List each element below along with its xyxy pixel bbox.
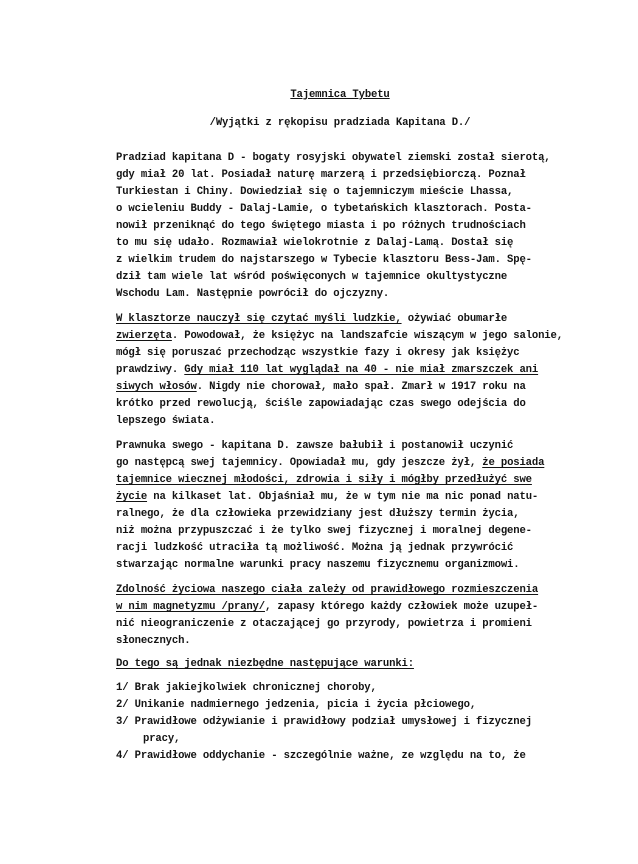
underlined-text: że posiada (482, 457, 545, 469)
text-line (116, 557, 604, 574)
text-segment: o wcieleniu Buddy - Dalaj-Lamie, o tybetańskich klasztorach. Posta- (116, 203, 532, 215)
list-item-line (116, 714, 604, 731)
text-segment: Turkiestan i Chiny. Dowiedział się o tajemniczym mieście Lhassa, (116, 186, 514, 198)
list-item-line (116, 697, 604, 714)
text-segment: lepszego świata. (116, 415, 216, 427)
text-line (116, 616, 604, 633)
list-item-line (116, 680, 604, 697)
underlined-text: W klasztorze nauczył się czytać myśli ludzkie, (116, 313, 402, 325)
text-line (116, 345, 604, 362)
text-segment: go następcą swej tajemnicy. Opowiadał mu, gdy jeszcze żył, (116, 457, 483, 469)
text-segment: gdy miał 20 lat. Posiadał naturę marzerą i przedsiębiorczą. Poznał (116, 169, 526, 181)
text-line (116, 362, 604, 379)
text-line (116, 599, 604, 616)
text-segment: Prawnuka swego - kapitana D. zawsze bałubił i postanowił uczynić (116, 440, 514, 452)
list-item-text: pracy, (143, 733, 181, 745)
text-segment: niż można przypuszczać i że tylko swej fizycznej i moralnej degene- (116, 525, 532, 537)
text-segment: ralnego, że dla człowieka przewidziany jest dłuższy termin życia, (116, 508, 520, 520)
underlined-text: Gdy miał 110 lat wyglądał na 40 - nie miał zmarszczek ani (184, 364, 539, 376)
underlined-text: zwierzęta (116, 330, 172, 342)
text-line (116, 235, 604, 252)
list-item (116, 714, 604, 748)
underlined-text: tajemnice wiecznej młodości, zdrowia i siły i mógłby przedłużyć swe (116, 474, 532, 486)
list-heading-text: Do tego są jednak niezbędne następujące warunki: (116, 658, 414, 670)
list-item-text: Brak jakiejkolwiek chronicznej choroby, (134, 682, 377, 694)
text-segment: to mu się udało. Rozmawiał wielokrotnie z Dalaj-Lamą. Dostał się (116, 237, 514, 249)
text-segment: mógł się poruszać przechodząc wszystkie fazy i okresy jak księżyc (116, 347, 520, 359)
text-segment: prawdziwy. (116, 364, 185, 376)
text-line (116, 167, 604, 184)
list-item-number: 3/ (116, 716, 129, 728)
list-item (116, 680, 604, 697)
paragraph (116, 311, 604, 430)
list-item-number: 1/ (116, 682, 129, 694)
text-segment: . Powodował, że księżyc na landszafcie wiszącym w jego salonie, (171, 330, 563, 342)
text-segment: racji ludzkość utraciła tą możliwość. Można ją jednak przywrócić (116, 542, 514, 554)
underlined-text: życie (116, 491, 148, 503)
text-segment: krótko przed rewolucją, ściśle zapowiadając czas swego odejścia do (116, 398, 526, 410)
text-line (116, 286, 604, 303)
text-line (116, 396, 604, 413)
text-line (116, 438, 604, 455)
list-item-text: Prawidłowe odżywianie i prawidłowy podział umysłowej i fizycznej (134, 716, 532, 728)
list-item-line (116, 731, 604, 748)
text-segment: stwarzając normalne warunki pracy naszemu fizycznemu organizmowi. (116, 559, 520, 571)
paragraph (116, 582, 604, 650)
document-title: Tajemnica Tybetu (290, 89, 390, 101)
text-line (116, 201, 604, 218)
paragraph (116, 150, 604, 303)
text-segment: Pradziad kapitana D - bogaty rosyjski obywatel ziemski został sierotą, (116, 152, 551, 164)
list-item-text: Unikanie nadmiernego jedzenia, picia i życia płciowego, (134, 699, 477, 711)
list-item-line (116, 748, 604, 765)
text-line (116, 379, 604, 396)
text-line (116, 328, 604, 345)
document-body (116, 150, 604, 650)
text-line (116, 489, 604, 506)
text-line (116, 252, 604, 269)
list-heading (116, 658, 604, 670)
paragraph (116, 438, 604, 574)
list-item (116, 748, 604, 765)
underlined-text: w nim magnetyzmu /prany/ (116, 601, 265, 613)
list-item-number: 2/ (116, 699, 129, 711)
document-subtitle: /Wyjątki z rękopisu pradziada Kapitana D./ (209, 117, 471, 129)
text-segment: ożywiać obumarłe (401, 313, 508, 325)
text-segment: słonecznych. (116, 635, 191, 647)
text-line (116, 184, 604, 201)
text-segment: Wschodu Lam. Następnie powrócił do ojczyzny. (116, 288, 390, 300)
list-item-number: 4/ (116, 750, 129, 762)
conditions-list (116, 680, 604, 765)
text-segment: nić nieograniczenie z otaczającej go przyrody, powietrza i promieni (116, 618, 532, 630)
text-segment: dził tam wiele lat wśród poświęconych w tajemnice okultystyczne (116, 271, 508, 283)
text-segment: . Nigdy nie chorował, mało spał. Zmarł w 1917 roku na (196, 381, 526, 393)
text-line (116, 506, 604, 523)
underlined-text: Zdolność życiowa naszego ciała zależy od prawidłowego rozmieszczenia (116, 584, 539, 596)
text-line (116, 540, 604, 557)
underlined-text: siwych włosów (116, 381, 197, 393)
text-line (116, 582, 604, 599)
text-segment: nowił przeniknąć do tego świętego miasta i po różnych trudnościach (116, 220, 526, 232)
text-segment: na kilkaset lat. Objaśniał mu, że w tym nie ma nic ponad natu- (147, 491, 539, 503)
text-line (116, 413, 604, 430)
text-line (116, 150, 604, 167)
text-line (116, 455, 604, 472)
text-line (116, 472, 604, 489)
list-item (116, 697, 604, 714)
text-segment: z wielkim trudem do najstarszego w Tybecie klasztoru Bess-Jam. Spę- (116, 254, 532, 266)
text-line (116, 269, 604, 286)
text-segment: , zapasy którego każdy człowiek może uzupeł- (264, 601, 539, 613)
text-line (116, 523, 604, 540)
text-line (116, 633, 604, 650)
list-item-text: Prawidłowe oddychanie - szczególnie ważne, ze względu na to, że (134, 750, 526, 762)
text-line (116, 218, 604, 235)
text-line (116, 311, 604, 328)
